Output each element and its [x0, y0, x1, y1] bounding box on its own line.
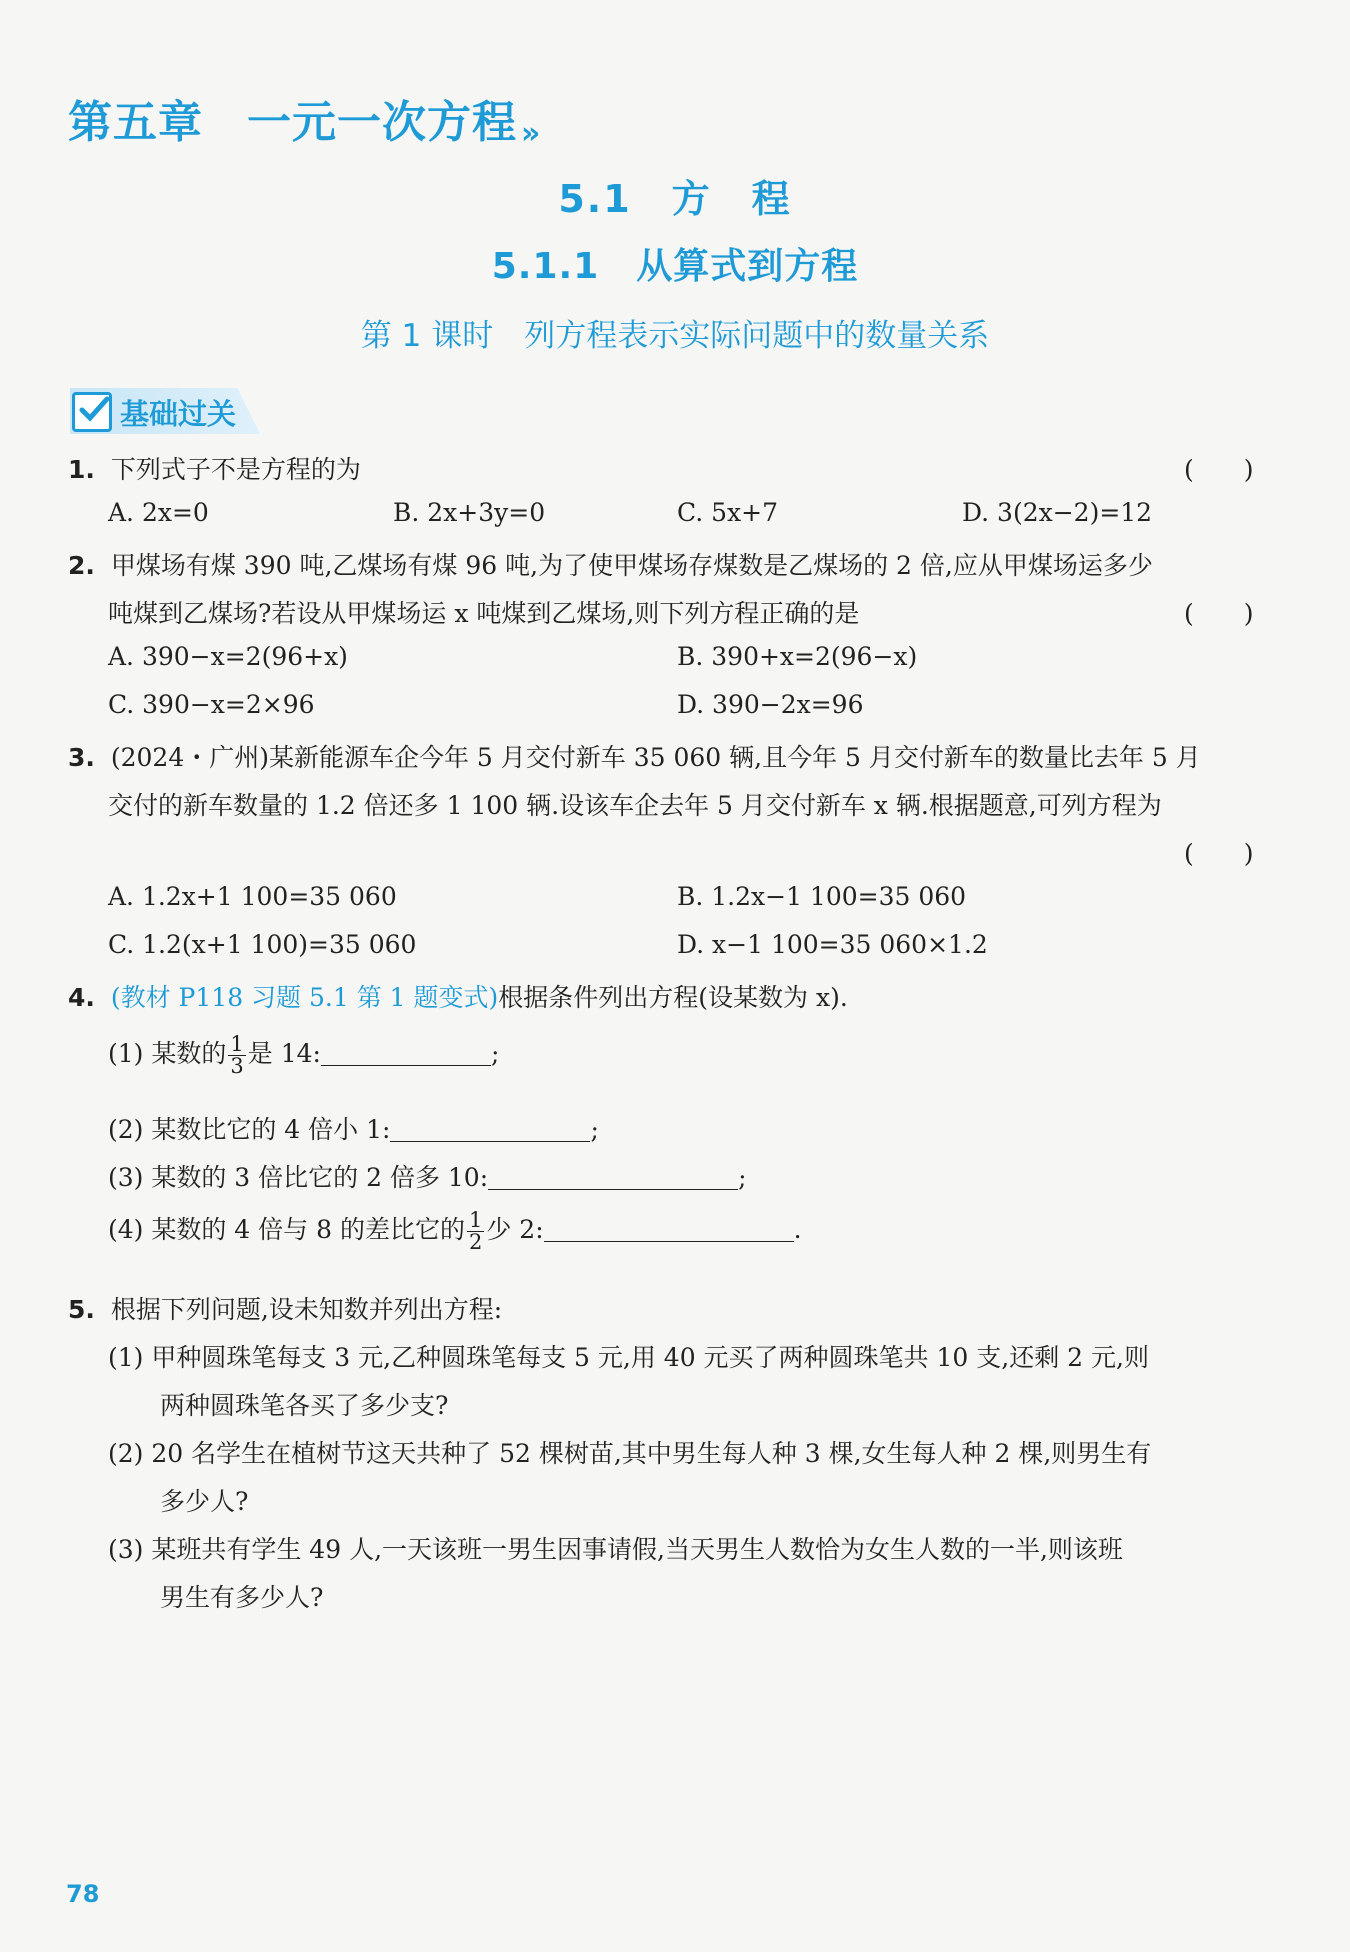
sub-question-text: 是 14: — [247, 1039, 321, 1068]
fraction-numerator: 1 — [468, 1208, 483, 1232]
answer-blank[interactable] — [544, 1217, 794, 1242]
option-b: B. 1.2x−1 100=35 060 — [677, 882, 967, 911]
punctuation: ; — [490, 1039, 500, 1068]
fraction-denominator: 2 — [468, 1230, 483, 1254]
sub-question-2 — [108, 1110, 599, 1146]
answer-paren: ( ) — [1184, 599, 1254, 628]
sub-question-4 — [108, 1210, 802, 1253]
fraction-denominator: 3 — [230, 1054, 244, 1078]
sub-question-2-line2: 多少人? — [160, 1487, 249, 1516]
sub-question-text: (4) 某数的 4 倍与 8 的差比它的 — [108, 1215, 465, 1244]
section-title: 5.1 方 程 — [558, 177, 792, 221]
question-number: 2. — [68, 551, 95, 580]
double-chevron-icon: » — [521, 116, 542, 151]
question-1 — [68, 450, 361, 486]
option-c: C. 390−x=2×96 — [108, 690, 315, 719]
answer-paren: ( ) — [1184, 455, 1254, 484]
question-number: 5. — [68, 1295, 95, 1324]
page-number: 78 — [66, 1880, 100, 1908]
option-d: D. 3(2x−2)=12 — [962, 498, 1153, 527]
question-4 — [68, 978, 848, 1014]
question-text-line1: (2024・广州)某新能源车企今年 5 月交付新车 35 060 辆,且今年 5 月交付新车的数量比去年 5 月 — [110, 743, 1201, 772]
option-b: B. 390+x=2(96−x) — [677, 642, 918, 671]
banner-label: 基础过关 — [120, 397, 237, 431]
sub-question-1-line1: (1) 甲种圆珠笔每支 3 元,乙种圆珠笔每支 5 元,用 40 元买了两种圆珠笔共 10 支,还剩 2 元,则 — [108, 1343, 1149, 1372]
answer-paren: ( ) — [1184, 839, 1254, 868]
sub-question-3-line1: (3) 某班共有学生 49 人,一天该班一男生因事请假,当天男生人数恰为女生人数的一半,则该班 — [108, 1535, 1123, 1564]
answer-blank[interactable] — [321, 1041, 491, 1066]
punctuation: ; — [738, 1163, 747, 1192]
sub-question-text: (3) 某数的 3 倍比它的 2 倍多 10: — [108, 1163, 489, 1192]
question-5 — [68, 1290, 502, 1326]
question-number: 1. — [68, 455, 95, 484]
option-d: D. x−1 100=35 060×1.2 — [677, 930, 988, 959]
question-number: 4. — [68, 983, 95, 1012]
sub-question-3-line2: 男生有多少人? — [160, 1583, 324, 1612]
fraction-numerator: 1 — [230, 1032, 244, 1056]
sub-question-3 — [108, 1158, 747, 1194]
punctuation: . — [793, 1215, 802, 1244]
question-text: 下列式子不是方程的为 — [110, 455, 361, 484]
chapter-title: 第五章 — [68, 97, 203, 148]
option-b: B. 2x+3y=0 — [393, 498, 546, 527]
option-a: A. 2x=0 — [108, 498, 209, 527]
sub-question-text: 少 2: — [486, 1215, 544, 1244]
answer-blank[interactable] — [390, 1117, 590, 1142]
subsection-title: 5.1.1 从算式到方程 — [491, 246, 859, 287]
question-text-line2: 吨煤到乙煤场?若设从甲煤场运 x 吨煤到乙煤场,则下列方程正确的是 — [108, 599, 860, 628]
question-text-line1: 甲煤场有煤 390 吨,乙煤场有煤 96 吨,为了使甲煤场存煤数是乙煤场的 2 倍,应从甲煤场运多少 — [110, 551, 1153, 580]
option-d: D. 390−2x=96 — [677, 690, 864, 719]
lesson-title: 第 1 课时 列方程表示实际问题中的数量关系 — [360, 318, 990, 354]
punctuation: ; — [590, 1115, 599, 1144]
chapter-heading — [68, 86, 541, 151]
answer-blank[interactable] — [488, 1165, 738, 1190]
option-a: A. 1.2x+1 100=35 060 — [108, 882, 397, 911]
question-text: 根据下列问题,设未知数并列出方程: — [110, 1295, 503, 1324]
fraction — [467, 1210, 484, 1253]
question-number: 3. — [68, 743, 95, 772]
chapter-subtitle: 一元一次方程 — [247, 97, 517, 148]
sub-question-text: (2) 某数比它的 4 倍小 1: — [108, 1115, 391, 1144]
option-c: C. 1.2(x+1 100)=35 060 — [108, 930, 417, 959]
fraction — [228, 1034, 245, 1077]
question-2 — [68, 546, 1153, 582]
section-banner — [70, 388, 260, 434]
question-3 — [68, 738, 1201, 774]
option-c: C. 5x+7 — [677, 498, 778, 527]
sub-question-text: (1) 某数的 — [108, 1039, 227, 1068]
sub-question-2-line1: (2) 20 名学生在植树节这天共种了 52 棵树苗,其中男生每人种 3 棵,女生每人种 2 棵,则男生有 — [108, 1439, 1152, 1468]
checkbox-icon — [72, 392, 112, 432]
sub-question-1-line2: 两种圆珠笔各买了多少支? — [160, 1391, 449, 1420]
question-text: 根据条件列出方程(设某数为 x). — [498, 983, 848, 1012]
textbook-source: (教材 P118 习题 5.1 第 1 题变式) — [110, 983, 499, 1012]
sub-question-1 — [108, 1034, 499, 1077]
question-text-line2: 交付的新车数量的 1.2 倍还多 1 100 辆.设该车企去年 5 月交付新车 x 辆.根据题意,可列方程为 — [108, 791, 1162, 820]
option-a: A. 390−x=2(96+x) — [108, 642, 348, 671]
